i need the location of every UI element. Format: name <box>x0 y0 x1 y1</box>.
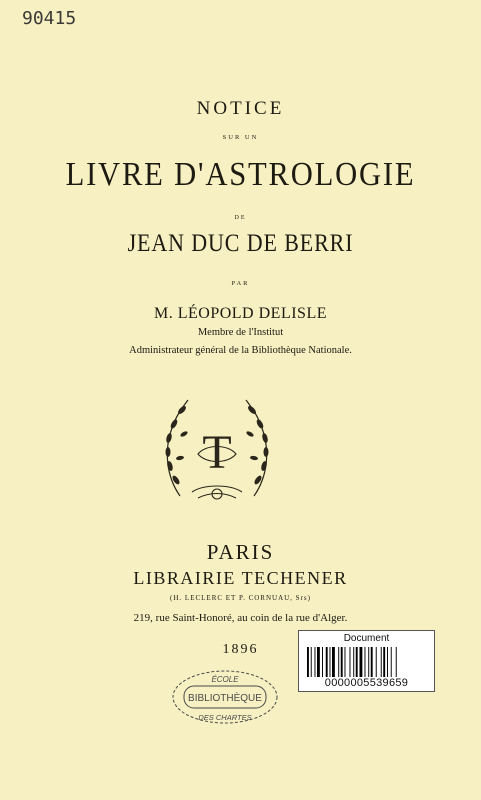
emblem-letter: T <box>202 426 232 479</box>
title-notice: NOTICE <box>196 98 285 119</box>
stamp-middle-text: BIBLIOTHÈQUE <box>188 693 262 704</box>
author-name: M. LÉOPOLD DELISLE <box>154 305 327 322</box>
stamp-top-text: ÉCOLE <box>211 675 239 684</box>
barcode-label <box>298 630 435 692</box>
title-sur-un: SUR UN <box>222 134 259 141</box>
imprint-publisher: LIBRAIRIE TECHENER <box>133 568 348 588</box>
imprint-address: 219, rue Saint-Honoré, au coin de la rue d'Alger. <box>133 612 348 624</box>
byline-par: PAR <box>231 280 250 287</box>
handwritten-shelfmark: 90415 <box>22 8 77 29</box>
imprint-city: PARIS <box>206 540 275 564</box>
publisher-emblem-icon <box>158 388 276 508</box>
title-subject: JEAN DUC DE BERRI <box>127 230 354 257</box>
imprint-year: 1896 <box>222 642 259 657</box>
title-de: DE <box>234 215 247 221</box>
barcode-title: Document <box>343 633 390 644</box>
stamp-bottom-text: DES CHARTES <box>198 713 252 722</box>
barcode-number: 0000005539659 <box>324 677 409 689</box>
title-main: LIVRE D'ASTROLOGIE <box>65 156 416 193</box>
barcode-icon <box>307 647 426 677</box>
author-role-2: Administrateur général de la Bibliothèque Nationale. <box>129 345 352 356</box>
library-stamp-icon <box>170 668 280 726</box>
author-role-1: Membre de l'Institut <box>197 327 284 338</box>
imprint-proprietors: (H. LECLERC ET P. CORNUAU, Srs) <box>170 594 311 602</box>
